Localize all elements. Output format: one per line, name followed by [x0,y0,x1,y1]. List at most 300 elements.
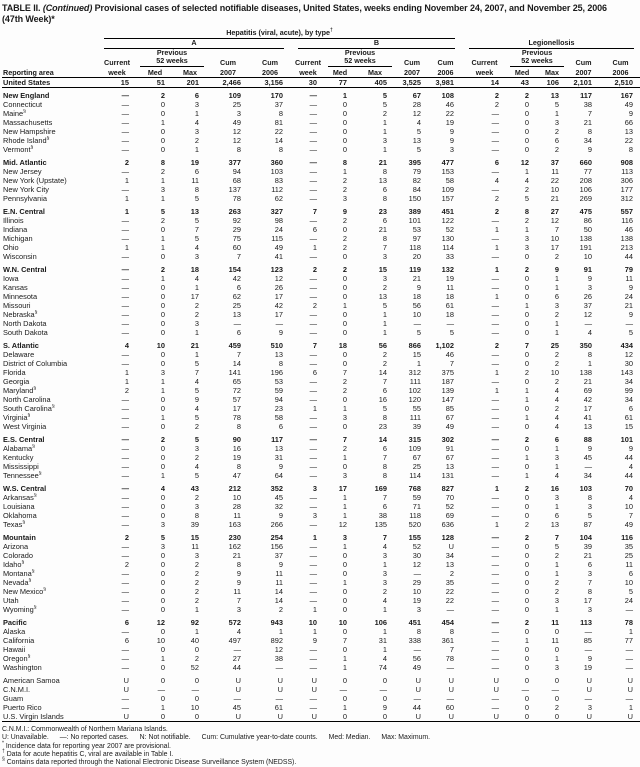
table-cell: 3 [587,502,593,511]
table-cell: 34 [624,395,634,404]
table-cell: — [309,100,317,109]
table-cell: 1 [382,560,387,569]
table-cell: 2 [342,386,347,395]
table-cell: 75 [232,234,241,243]
table-cell: 167 [620,91,634,100]
table-cell: 8 [194,511,199,520]
table-row [2,91,640,100]
table-row [2,453,640,462]
table-cell: 7 [342,368,347,377]
table-cell: 2 [494,91,500,100]
table-cell: 7 [449,359,455,368]
row-label: Maine§ [3,109,26,118]
legend-item: Max: Maximum. [381,734,431,742]
table-cell: 34 [583,471,593,480]
row-label: Hawaii [3,645,26,654]
table-cell: 0 [342,359,347,368]
notifiable-diseases-table [2,28,640,722]
table-cell: 16 [378,395,387,404]
table-cell: 1 [312,243,317,252]
table-cell: 19 [583,663,593,672]
table-cell: 0 [524,100,530,109]
row-label: Connecticut [3,100,43,109]
table-cell: 56 [412,654,421,663]
table-cell: 0 [160,502,165,511]
table-cell: 1 [312,627,317,636]
table-cell: 0 [524,663,530,672]
table-cell: 11 [191,176,199,185]
table-cell: 2 [160,265,165,274]
table-cell: 79 [624,265,634,274]
table-cell: 6 [554,136,560,145]
table-cell: 0 [524,136,530,145]
table-cell: U [207,712,249,722]
table-cell: — [446,694,455,703]
table-cell: — [309,185,317,194]
table-cell: 3 [524,234,530,243]
table-cell: — [309,462,317,471]
table-cell: 0 [160,100,165,109]
table-cell: 6 [554,511,560,520]
row-label: U.S. Virgin Islands [2,712,97,722]
table-cell: 41 [274,252,283,261]
table-cell: 1 [194,627,199,636]
table-cell: 13 [378,292,387,301]
table-cell: 101 [408,216,421,225]
table-cell: 13 [583,422,593,431]
table-cell: 45 [274,493,283,502]
table-cell: 0 [524,359,530,368]
table-cell: — [491,350,500,359]
table-cell: 3 [342,413,347,422]
table-cell: 2 [494,341,500,350]
col-header-med: Med [137,67,173,77]
row-label: Colorado [3,551,33,560]
table-cell: 6 [382,185,387,194]
table-cell: — [309,292,317,301]
table-cell: — [121,145,129,154]
table-cell: 58 [274,413,283,422]
table-cell: 0 [342,109,347,118]
footnote-mark: § [46,136,50,142]
table-cell: 0 [382,694,387,703]
table-cell: 11 [551,618,560,627]
table-cell: 8 [278,109,283,118]
table-cell: 4 [628,493,634,502]
col-header-cum: Cum [575,58,592,67]
table-cell: 201 [173,77,207,87]
table-cell: 69 [583,386,593,395]
table-cell: 131 [441,471,455,480]
table-cell: U [567,712,600,722]
table-cell: 0 [160,283,165,292]
table-cell: 30 [412,551,421,560]
table-cell: 306 [620,176,634,185]
table-cell: 12 [232,127,241,136]
table-cell: — [121,453,129,462]
table-cell: — [491,636,500,645]
table-cell: 196 [270,368,283,377]
header-spacer [395,49,429,57]
table-cell: — [121,395,129,404]
header-spacer [291,49,325,57]
table-cell: — [121,694,129,703]
table-cell: 0 [524,605,530,614]
table-cell: — [491,118,500,127]
row-label: W.S. Central [3,484,47,493]
table-cell: 17 [274,310,283,319]
table-cell: 17 [190,292,199,301]
table-cell: 0 [524,654,530,663]
table-cell: 1 [124,207,129,216]
table-cell: — [309,127,317,136]
row-label: Texas§ [3,520,26,529]
table-cell: 29 [232,225,241,234]
table-title-line2: (47th Week)* [2,14,55,24]
row-label: New York (Upstate) [3,176,67,185]
table-row [2,359,640,368]
footnote-mark: § [33,605,37,611]
row-label: Mountain [3,533,36,542]
table-cell: 10 [550,234,560,243]
row-label: Puerto Rico [3,703,42,712]
table-cell: 11 [275,569,283,578]
row-label: Rhode Island§ [3,136,50,145]
table-cell: 15 [412,350,421,359]
row-label: American Samoa [3,676,60,685]
table-row [2,444,640,453]
table-cell: 6 [587,560,593,569]
table-row [2,100,640,109]
table-cell: 13 [232,310,241,319]
table-cell: 34 [624,377,634,386]
table-cell: 77 [583,167,593,176]
table-cell: 60 [445,703,455,712]
table-cell: 8 [236,462,241,471]
table-cell: 0 [524,645,530,654]
table-cell: 9 [236,578,241,587]
table-cell: — [584,462,593,471]
table-cell: 83 [274,176,283,185]
table-cell: — [446,319,455,328]
header-spacer [2,28,97,39]
table-cell: 0 [342,319,347,328]
header-spacer [207,49,249,57]
table-cell: 9 [416,283,421,292]
table-cell: 1 [160,234,165,243]
table-row [2,176,640,185]
table-cell: 138 [579,368,593,377]
table-cell: 0 [160,694,165,703]
table-cell: 118 [409,243,421,252]
col-header-cum: Cum [404,58,420,67]
table-cell: 0 [524,542,530,551]
footnote-mark: § [27,413,31,419]
table-cell: 477 [441,158,455,167]
table-row [2,252,640,261]
table-cell: 65 [232,377,241,386]
table-cell: 0 [342,422,347,431]
table-cell: 636 [441,520,455,529]
table-cell: 163 [228,520,241,529]
table-cell: 17 [338,484,347,493]
row-label: Pacific [3,618,27,627]
footnote-mark: § [33,493,37,499]
table-cell: — [121,350,129,359]
table-cell: 13 [378,176,387,185]
table-cell: — [309,91,317,100]
table-cell: 454 [441,618,455,627]
table-cell: 6 [382,444,387,453]
table-cell: — [491,627,500,636]
col-header-52-weeks: 52 weeks [507,57,567,67]
table-cell: 1 [524,301,530,310]
table-cell: — [491,167,500,176]
table-cell: 768 [408,484,421,493]
table-cell: 10 [624,578,634,587]
table-cell: 1 [124,243,129,252]
table-row [2,225,640,234]
table-cell: — [121,136,129,145]
row-label: Virginia§ [3,413,31,422]
table-cell: 21 [624,301,634,310]
row-label: North Carolina [3,395,51,404]
table-cell: — [233,694,241,703]
table-cell: 52 [190,663,199,672]
table-row [2,676,640,685]
legend-item: N: Not notifiable. [139,734,191,742]
col-group-hepatitis [97,28,462,39]
table-cell: 61 [445,301,455,310]
table-cell: 13 [412,136,421,145]
table-cell: 21 [190,341,199,350]
table-cell: — [551,685,560,694]
table-cell: 360 [270,158,283,167]
hepatitis-group-label: Hepatitis (viral, acute), by type [226,28,331,37]
table-cell: 52 [445,225,455,234]
table-cell: 103 [270,167,283,176]
table-cell: — [309,587,317,596]
table-cell: 1 [524,453,530,462]
table-cell: 1 [494,368,500,377]
table-cell: 0 [194,676,199,685]
table-cell: 6 [382,216,387,225]
table-cell: 1 [342,542,347,551]
table-cell: U [627,676,634,685]
table-cell: 1 [194,283,199,292]
table-cell: 8 [382,194,387,203]
table-cell: 520 [408,520,421,529]
table-row [2,328,640,337]
table-cell: 7 [382,493,387,502]
footnote-mark: § [28,578,32,584]
table-cell: 8 [342,158,347,167]
table-cell: 3,525 [395,77,429,87]
table-cell: 92 [232,216,241,225]
table-cell: 1 [628,703,634,712]
table-row [2,627,640,636]
table-cell: — [491,283,500,292]
table-cell: — [309,377,317,386]
table-cell: 2 [194,136,199,145]
table-cell: — [309,136,317,145]
table-cell: 2 [494,207,500,216]
table-cell: 30 [291,77,325,87]
table-cell: 13 [274,350,283,359]
table-cell: 4 [494,176,500,185]
table-cell: 1 [160,413,165,422]
table-row [2,341,640,350]
table-cell: 44 [624,252,634,261]
table-cell: 2 [160,167,165,176]
table-cell: 1 [554,560,560,569]
table-cell: 4 [160,484,165,493]
table-cell: 8 [278,145,283,154]
table-cell: 10 [412,310,421,319]
table-cell: — [309,328,317,337]
table-cell: — [121,703,129,712]
table-cell: 1 [160,243,165,252]
table-cell: 39 [412,422,421,431]
table-cell: 5 [194,359,199,368]
table-cell: — [121,225,129,234]
table-cell: — [491,511,500,520]
table-cell: 9 [554,265,560,274]
table-cell: 7 [342,435,347,444]
table-cell: 1 [312,404,317,413]
table-cell: 6 [382,502,387,511]
table-cell: 7 [236,350,241,359]
table-cell: 3 [554,453,560,462]
table-cell: 118 [409,511,421,520]
table-cell: 5 [194,194,199,203]
table-cell: 120 [408,395,421,404]
table-cell: — [339,685,347,694]
table-cell: 90 [232,435,241,444]
table-cell: 12 [232,136,241,145]
table-cell: U [415,676,421,685]
table-cell: 7 [587,109,593,118]
table-cell: 12 [583,310,593,319]
table-cell: 16 [550,484,560,493]
table-cell: — [121,520,129,529]
table-cell: — [121,127,129,136]
table-cell: 68 [232,176,241,185]
table-cell: 1 [312,533,317,542]
table-cell: — [584,645,593,654]
table-cell: 3 [342,471,347,480]
table-cell: 18 [412,292,421,301]
table-cell: 10 [550,185,560,194]
row-label: C.N.M.I. [3,685,31,694]
table-cell: 0 [160,404,165,413]
table-cell: 8 [587,350,593,359]
table-cell: 43 [190,484,199,493]
table-cell: U [462,712,507,722]
table-cell: 254 [270,533,283,542]
table-cell: 44 [232,663,241,672]
table-row [2,127,640,136]
table-cell: — [121,627,129,636]
col-header-2007: 2007 [207,67,249,77]
table-cell: 1 [194,605,199,614]
table-cell: 0 [554,694,560,703]
table-row [2,265,640,274]
table-cell: 0 [160,605,165,614]
table-cell: 49 [624,100,634,109]
row-label: Oregon§ [3,654,31,663]
header-spacer [249,49,291,57]
row-label: Georgia [3,377,30,386]
table-cell: 135 [374,520,387,529]
table-cell: 18 [445,292,455,301]
table-cell: 0 [160,292,165,301]
hepatitis-footnote-mark: † [330,27,333,34]
table-cell: 3 [194,100,199,109]
table-cell: 0 [160,225,165,234]
col-header-2007: 2007 [395,67,429,77]
table-row [2,533,640,542]
table-cell: 12 [338,520,347,529]
footnote-cnmi: C.N.M.I.: Commonwealth of Northern Mariana Islands. [2,726,168,733]
table-cell: 77 [325,77,355,87]
table-cell: 13 [624,127,634,136]
table-cell: 78 [232,413,241,422]
table-row [2,274,640,283]
table-cell: 71 [412,502,421,511]
table-cell: 4 [554,471,560,480]
table-cell: 46 [445,350,455,359]
table-cell: 42 [232,274,241,283]
table-cell: 0 [342,462,347,471]
table-cell: 4 [194,274,199,283]
table-cell: 8 [382,167,387,176]
table-cell: — [191,685,199,694]
table-cell: 3,981 [429,77,462,87]
table-cell: 23 [378,207,387,216]
table-cell: 11 [551,167,560,176]
table-cell: 2 [554,145,560,154]
table-cell: 37 [274,551,283,560]
table-cell: 2 [124,533,129,542]
table-cell: 1 [524,413,530,422]
table-cell: 5 [554,542,560,551]
table-cell: 2 [278,605,283,614]
table-cell: 1 [342,502,347,511]
footnote-mark: † [2,748,5,755]
row-label: Missouri [3,301,31,310]
table-cell: 3 [160,520,165,529]
table-cell: — [309,395,317,404]
table-cell: 1 [160,386,165,395]
header-spacer [567,49,600,57]
table-cell: 1 [382,310,387,319]
table-cell: 315 [408,435,421,444]
table-cell: 0 [524,694,530,703]
footnote-mark: § [32,444,35,450]
table-cell: 1 [342,663,347,672]
table-cell: 7 [236,596,241,605]
table-cell: 4 [194,404,199,413]
table-cell: 11 [233,511,241,520]
table-cell: 103 [579,484,593,493]
table-cell: — [491,578,500,587]
table-cell: — [121,185,129,194]
table-cell: 59 [412,493,421,502]
table-cell: — [491,413,500,422]
table-cell: — [491,542,500,551]
table-cell: — [121,328,129,337]
